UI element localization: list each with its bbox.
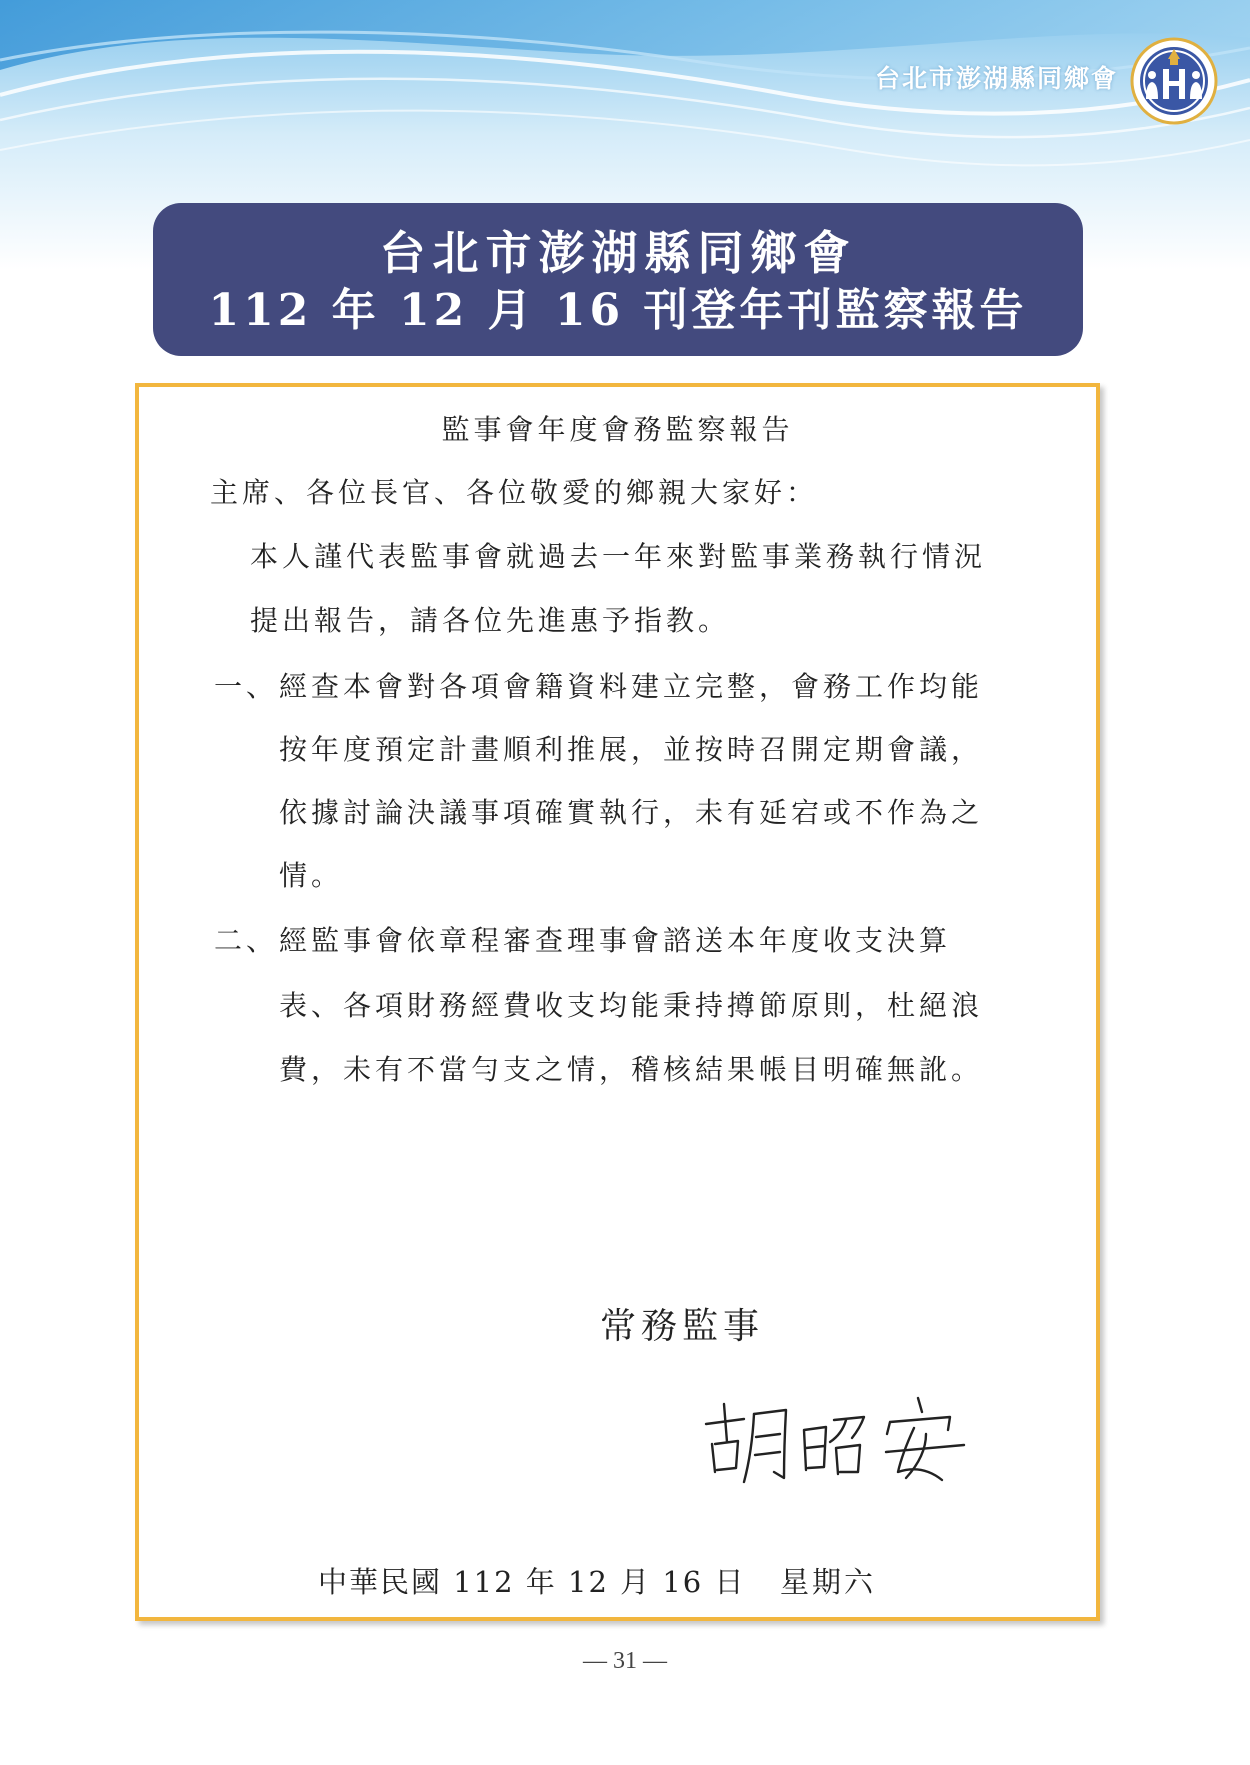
item-marker: 二、 [214,924,279,957]
title-line-2: 112 年 12 月 16 刊登年刊監察報告 [208,285,1028,336]
title-line-1: 台北市澎湖縣同鄉會 [379,226,857,280]
report-date: 中華民國 112 年 12 月 16 日 [318,1565,746,1599]
item-line: 依據討論決議事項確實執行，未有延宕或不作為之 [279,796,984,829]
item-line: 費，未有不當勻支之情，稽核結果帳目明確無訛。 [279,1053,984,1086]
intro-line: 提出報告，請各位先進惠予指教。 [250,604,731,637]
handwritten-signature [700,1392,970,1487]
report-weekday: 星期六 [780,1565,877,1599]
item-line: 表、各項財務經費收支均能秉持撙節原則，杜絕浪 [279,989,984,1022]
association-logo-icon [1130,37,1218,125]
title-banner [153,203,1083,356]
item-line: 按年度預定計畫順利推展，並按時召開定期會議， [279,733,984,766]
item-line: 經查本會對各項會籍資料建立完整，會務工作均能 [279,670,984,703]
item-line: 情。 [279,859,344,892]
page-number: — 31 — [583,1648,667,1674]
report-greeting: 主席、各位長官、各位敬愛的鄉親大家好： [210,476,819,509]
intro-line: 本人謹代表監事會就過去一年來對監事業務執行情況 [250,540,987,573]
header-org-name: 台北市澎湖縣同鄉會 [874,64,1118,93]
report-heading: 監事會年度會務監察報告 [441,413,794,446]
item-line: 經監事會依章程審查理事會諮送本年度收支決算 [279,924,952,957]
signatory-title: 常務監事 [600,1306,765,1347]
item-marker: 一、 [214,670,279,703]
